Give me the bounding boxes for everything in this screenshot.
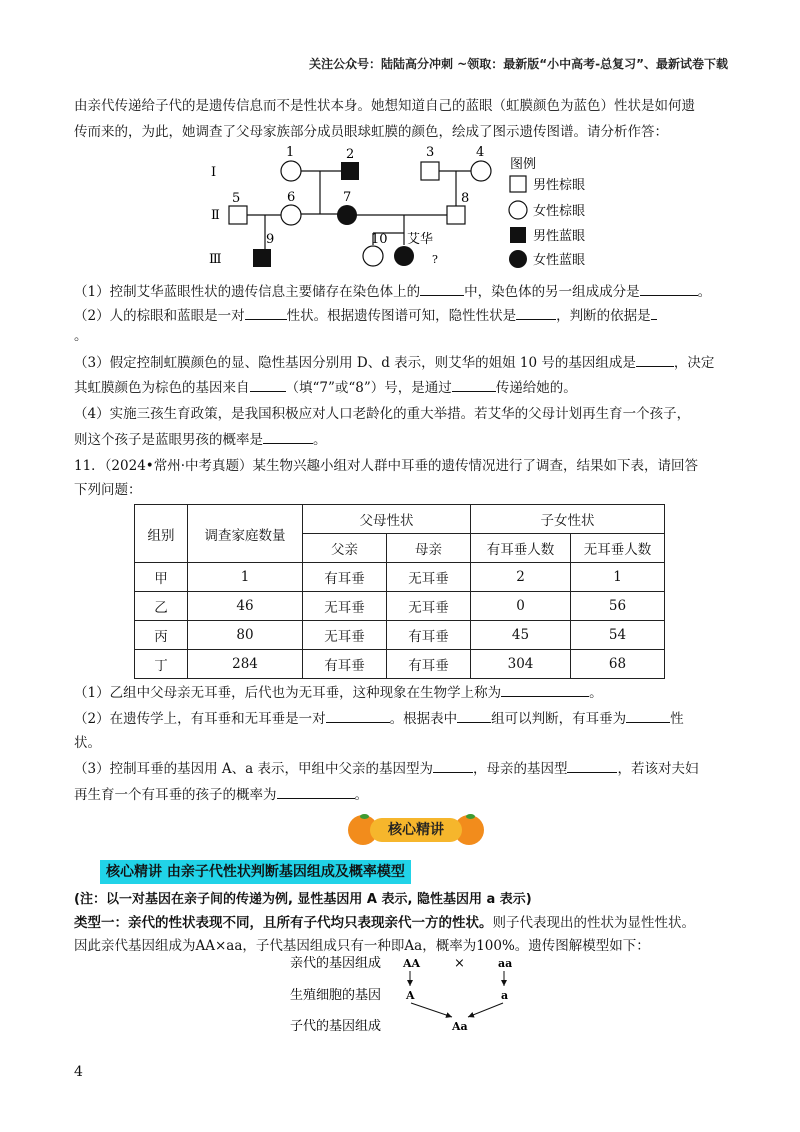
q11-sub3-line1: （3）控制耳垂的基因用 A、a 表示，甲组中父亲的基因型为 ，母亲的基因型 ，若该对夫妇 (74, 758, 734, 779)
id-label-4: 4 (476, 145, 485, 160)
individual-aihua-female-blue (394, 246, 414, 266)
pedigree-chart (0, 0, 800, 290)
q10-sub3-line2: 其虹膜颜色为棕色的基因来自 （填“7”或“8”）号，是通过 传递给她的。 (74, 377, 734, 398)
individual-9-male-blue (253, 249, 271, 267)
q10-sub4-line1: （4）实施三孩生育政策，是我国积极应对人口老龄化的重大举措。若艾华的父母计划再生育一个孩子， (74, 406, 691, 422)
q10-sub2-end: 。 (74, 328, 88, 344)
answer-blank[interactable] (245, 305, 287, 320)
individual-5-male-brown (229, 206, 247, 224)
q11-line1: 11．（2024•常州·中考真题）某生物兴趣小组对人群中耳垂的遗传情况进行了调查，结果如下表，请回答 (74, 458, 699, 474)
answer-blank[interactable] (263, 429, 313, 444)
table-row: 甲 1 有耳垂 无耳垂 2 1 (135, 563, 665, 592)
core-note: (注：以一对基因在亲子间的传递为例, 显性基因用 A 表示, 隐性基因用 a 表示) (74, 892, 532, 907)
legend-female-blue-symbol (509, 250, 527, 268)
table-header-mother: 母亲 (387, 534, 471, 563)
gen-label-1: I (211, 165, 217, 180)
individual-4-female-brown (471, 161, 491, 181)
table-header-children: 子女性状 (471, 505, 665, 534)
q10-sub3-line1: （3）假定控制虹膜颜色的显、隐性基因分别用 D、d 表示，则艾华的姐姐 10 号的基因组成是 ，决定 (74, 352, 734, 373)
q10-intro-line2: 传而来的，为此，她调查了父母家族部分成员眼球虹膜的颜色，绘成了图示遗传图谱。请分析作答： (74, 124, 668, 140)
table-row: 乙 46 无耳垂 无耳垂 0 56 (135, 592, 665, 621)
gen-label-3: Ⅲ (209, 252, 222, 267)
answer-blank[interactable] (636, 352, 674, 367)
answer-blank[interactable] (250, 377, 286, 392)
answer-blank[interactable] (326, 708, 390, 723)
table-row: 丁 284 有耳垂 有耳垂 304 68 (135, 650, 665, 679)
core-type1: 类型一：亲代的性状表现不同，且所有子代均只表现亲代一方的性状。则子代表现出的性状为显性性状。 (74, 915, 695, 931)
legend-female-blue: 女性蓝眼 (533, 253, 586, 268)
arrow-gamete-a-child (468, 1003, 503, 1017)
id-label-2: 2 (346, 147, 355, 162)
legend-male-brown-symbol (510, 176, 526, 192)
diagram-row-parents: 亲代的基因组成 (290, 956, 382, 971)
genetic-diagram (0, 950, 800, 1040)
diagram-parent1: AA (403, 957, 421, 970)
individual-1-female-brown (281, 161, 301, 181)
arrow-gamete-A-child (411, 1003, 452, 1017)
answer-blank[interactable] (452, 377, 496, 392)
legend-female-brown: 女性棕眼 (533, 204, 586, 219)
q10-sub4-line2: 则这个孩子是蓝眼男孩的概率是 。 (74, 429, 734, 450)
individual-3-male-brown (421, 162, 439, 180)
legend-male-blue: 男性蓝眼 (533, 229, 586, 244)
core-banner-label: 核心精讲 (370, 818, 462, 842)
table-header-count: 调查家庭数量 (188, 505, 303, 563)
diagram-gamete-a: a (501, 989, 509, 1002)
id-label-10: 10 (371, 232, 388, 247)
answer-blank[interactable] (457, 708, 491, 723)
table-header-parents: 父母性状 (303, 505, 471, 534)
legend-male-brown: 男性棕眼 (533, 178, 586, 193)
question-mark: ? (432, 253, 438, 266)
q11-sub1: （1）乙组中父母亲无耳垂，后代也为无耳垂，这种现象在生物学上称为 。 (74, 682, 734, 703)
individual-2-male-blue (341, 162, 359, 180)
table-header-without-earlobe: 无耳垂人数 (571, 534, 665, 563)
id-label-aihua: 艾华 (407, 232, 434, 247)
id-label-9: 9 (266, 232, 275, 247)
answer-blank[interactable] (516, 305, 556, 320)
header-note: 关注公众号：陆陆高分冲刺 ~领取：最新版“小中高考-总复习”、最新试卷下载 (309, 57, 728, 71)
individual-7-female-blue (337, 205, 357, 225)
diagram-child: Aa (452, 1020, 468, 1033)
id-label-3: 3 (426, 145, 435, 160)
individual-10-female-brown (363, 246, 383, 266)
id-label-7: 7 (343, 190, 352, 205)
core-banner (348, 812, 484, 848)
answer-blank[interactable] (420, 281, 464, 296)
individual-8-male-brown (447, 206, 465, 224)
legend-title: 图例 (510, 157, 537, 172)
answer-blank[interactable] (501, 682, 589, 697)
answer-blank[interactable] (433, 758, 473, 773)
answer-blank[interactable] (626, 708, 670, 723)
page-number: 4 (74, 1064, 83, 1080)
table-row: 丙 80 无耳垂 有耳垂 45 54 (135, 621, 665, 650)
legend-female-brown-symbol (509, 201, 527, 219)
id-label-5: 5 (232, 191, 241, 206)
diagram-cross: × (454, 956, 465, 971)
q11-sub3-line2: 再生育一个有耳垂的孩子的概率为 。 (74, 784, 734, 805)
diagram-parent2: aa (498, 957, 513, 970)
core-section-title: 核心精讲 由亲子代性状判断基因组成及概率模型 (100, 860, 411, 884)
gen-label-2: Ⅱ (211, 208, 220, 223)
answer-blank[interactable] (640, 281, 698, 296)
earlobe-table (134, 504, 665, 679)
legend-male-blue-symbol (510, 227, 526, 243)
answer-blank[interactable] (651, 305, 657, 320)
id-label-8: 8 (461, 191, 470, 206)
q10-sub1: （1）控制艾华蓝眼性状的遗传信息主要储存在染色体上的 中，染色体的另一组成成分是 。 (74, 281, 734, 302)
q10-intro-line1: 由亲代传递给子代的是遗传信息而不是性状本身。她想知道自己的蓝眼（虹膜颜色为蓝色）性状是如何遗 (74, 98, 695, 114)
answer-blank[interactable] (277, 784, 355, 799)
table-header-with-earlobe: 有耳垂人数 (471, 534, 571, 563)
diagram-gamete-A: A (406, 989, 415, 1002)
table-header-father: 父亲 (303, 534, 387, 563)
q11-sub2-line2: 状。 (74, 735, 101, 751)
individual-6-female-brown (281, 205, 301, 225)
id-label-1: 1 (286, 145, 295, 160)
table-header-group: 组别 (135, 505, 188, 563)
diagram-row-gametes: 生殖细胞的基因 (290, 988, 382, 1003)
q10-sub2: （2）人的棕眼和蓝眼是一对 性状。根据遗传图谱可知，隐性性状是 ，判断的依据是 (74, 305, 734, 326)
q11-sub2-line1: （2）在遗传学上，有耳垂和无耳垂是一对 。根据表中 组可以判断，有耳垂为 性 (74, 708, 734, 729)
answer-blank[interactable] (567, 758, 617, 773)
q11-line2: 下列问题： (74, 482, 142, 498)
id-label-6: 6 (287, 190, 296, 205)
diagram-row-offspring: 子代的基因组成 (290, 1019, 382, 1034)
core-type1-line2: 因此亲代基因组成为AA×aa，子代基因组成只有一种即Aa，概率为100%。遗传图解模型如下： (74, 938, 650, 954)
